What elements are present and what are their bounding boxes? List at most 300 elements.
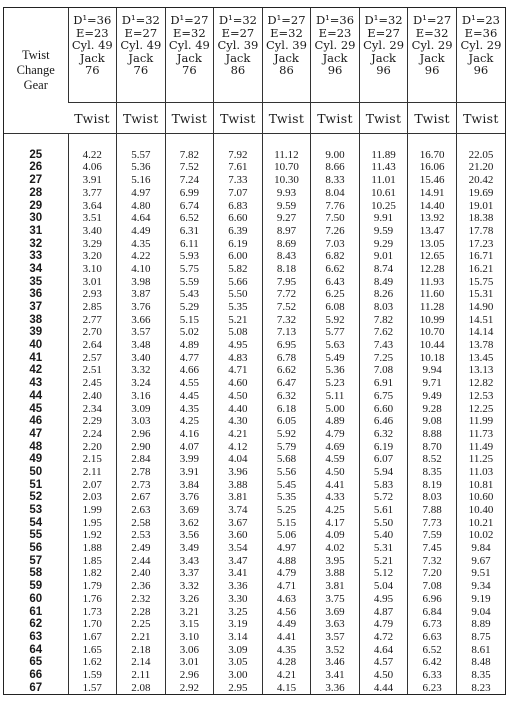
twist-value: 8.35 [456,669,505,682]
table-row [4,580,505,593]
twist-value: 11.89 [359,148,408,161]
twist-value: 13.45 [456,351,505,364]
twist-value: 5.45 [262,478,311,491]
twist-value: 6.00 [214,250,263,263]
header-jack-num: 76 [133,63,149,77]
header-jack-num: 96 [327,63,343,77]
twist-value: 6.60 [214,212,263,225]
twist-value: 5.77 [311,326,360,339]
twist-value: 11.01 [359,174,408,187]
twist-value: 8.70 [408,440,457,453]
twist-value: 1.92 [68,529,117,542]
twist-value: 5.36 [311,364,360,377]
table-row [4,453,505,466]
twist-value: 3.64 [68,199,117,212]
gear-number: 47 [29,427,43,440]
twist-value: 8.43 [262,250,311,263]
twist-value: 8.33 [311,174,360,187]
twist-value: 7.88 [408,504,457,517]
twist-value: 4.95 [359,593,408,606]
spacer-cell [165,134,214,149]
header-d: D¹=36 [73,13,112,27]
twist-value: 10.60 [456,491,505,504]
twist-value: 4.25 [165,415,214,428]
header-jack: Jack [322,50,348,65]
twist-value: 5.35 [214,301,263,314]
twist-value: 5.31 [359,542,408,555]
twist-value: 3.29 [68,237,117,250]
twist-value: 14.40 [408,199,457,212]
twist-value: 3.46 [311,656,360,669]
twist-value: 13.05 [408,237,457,250]
twist-value: 16.21 [456,263,505,276]
twist-value: 4.95 [214,339,263,352]
twist-value: 5.75 [165,263,214,276]
table-row [4,351,505,364]
twist-value: 2.77 [68,313,117,326]
twist-value: 1.99 [68,504,117,517]
twist-value: 1.73 [68,605,117,618]
table-row [4,681,505,694]
twist-value: 7.13 [262,326,311,339]
gear-number: 59 [29,580,43,593]
twist-value: 4.30 [214,415,263,428]
twist-value: 1.57 [68,681,117,694]
twist-value: 6.18 [262,402,311,415]
twist-value: 8.35 [408,466,457,479]
twist-value: 2.25 [117,618,166,631]
twist-value: 4.49 [262,618,311,631]
twist-value: 6.19 [359,440,408,453]
twist-value: 1.88 [68,542,117,555]
twist-value: 6.07 [359,453,408,466]
twist-value: 6.83 [214,199,263,212]
twist-value: 2.93 [68,288,117,301]
twist-value: 4.80 [117,199,166,212]
header-jack-num: 96 [376,63,391,77]
twist-value: 5.94 [359,466,408,479]
twist-value: 9.51 [456,567,505,580]
header-jack-num: 86 [279,63,294,77]
table-row [4,593,505,606]
twist-value: 6.84 [408,605,457,618]
twist-value: 4.79 [359,618,408,631]
subheader-twist: Twist [311,103,360,134]
header-e: E=23 [318,25,352,40]
twist-value: 2.32 [117,593,166,606]
twist-value: 7.32 [408,554,457,567]
twist-value: 5.59 [165,275,214,288]
column-header-2 [117,8,166,103]
twist-value: 5.12 [359,567,408,580]
twist-value: 13.13 [456,364,505,377]
twist-value: 21.20 [456,161,505,174]
twist-value: 3.88 [214,478,263,491]
twist-value: 5.61 [359,504,408,517]
twist-value: 6.32 [262,390,311,403]
twist-value: 3.63 [311,618,360,631]
twist-value: 2.28 [117,605,166,618]
twist-value: 10.44 [408,339,457,352]
table-row [4,339,505,352]
twist-value: 11.99 [456,415,505,428]
corner-line-2: Change [16,63,55,77]
table-row [4,542,505,555]
twist-value: 5.02 [165,326,214,339]
twist-value: 9.34 [456,580,505,593]
twist-value: 11.03 [456,466,505,479]
twist-value: 7.24 [165,174,214,187]
header-jack: Jack [468,50,494,65]
subheader-twist: Twist [408,103,457,134]
table-row [4,225,505,238]
twist-value: 7.52 [262,301,311,314]
twist-value: 4.57 [359,656,408,669]
twist-value: 3.88 [311,567,360,580]
table-row [4,516,505,529]
twist-value: 6.11 [165,237,214,250]
twist-value: 5.63 [311,339,360,352]
gear-number: 37 [29,301,43,314]
twist-value: 6.82 [311,250,360,263]
twist-value: 3.62 [165,516,214,529]
column-header-7 [359,8,408,103]
twist-value: 7.76 [311,199,360,212]
twist-value: 10.70 [408,326,457,339]
twist-value: 3.95 [311,554,360,567]
header-cyl: Cyl. 29 [460,38,502,52]
twist-value: 10.21 [456,516,505,529]
twist-value: 2.40 [68,390,117,403]
twist-value: 10.81 [456,478,505,491]
twist-value: 12.65 [408,250,457,263]
header-jack-num: 96 [473,63,489,77]
twist-value: 6.43 [311,275,360,288]
table-row [4,161,505,174]
twist-value: 7.08 [408,580,457,593]
twist-value: 6.05 [262,415,311,428]
gear-number: 28 [29,186,43,199]
twist-value: 8.52 [408,453,457,466]
twist-value: 3.49 [165,542,214,555]
twist-value: 5.25 [262,504,311,517]
twist-value: 4.64 [359,643,408,656]
gear-number: 26 [29,161,43,174]
twist-value: 22.05 [456,148,505,161]
twist-value: 9.28 [408,402,457,415]
twist-value: 9.59 [359,225,408,238]
twist-value: 10.30 [262,174,311,187]
twist-value: 4.10 [117,263,166,276]
twist-value: 11.60 [408,288,457,301]
twist-value: 5.23 [311,377,360,390]
twist-value: 17.23 [456,237,505,250]
twist-value: 9.27 [262,212,311,225]
twist-value: 1.79 [68,580,117,593]
twist-value: 3.24 [117,377,166,390]
twist-value: 8.69 [262,237,311,250]
twist-value: 4.63 [262,593,311,606]
spacer-cell [408,134,457,149]
subheader-twist: Twist [456,103,505,134]
twist-value: 18.38 [456,212,505,225]
twist-value: 9.49 [408,390,457,403]
twist-value: 4.69 [311,440,360,453]
twist-value: 4.60 [214,377,263,390]
spacer-cell [262,134,311,149]
table-row [4,174,505,187]
twist-value: 2.51 [68,364,117,377]
twist-value: 1.62 [68,656,117,669]
twist-value: 3.87 [117,288,166,301]
twist-value: 8.48 [456,656,505,669]
table-row [4,263,505,276]
column-header-8 [408,8,457,103]
twist-value: 3.01 [165,656,214,669]
twist-value: 9.01 [359,250,408,263]
twist-value: 8.03 [359,301,408,314]
header-e: E=32 [415,25,449,40]
twist-value: 8.23 [456,681,505,694]
twist-value: 6.08 [311,301,360,314]
table-row [4,288,505,301]
twist-value: 2.49 [117,542,166,555]
twist-value: 7.26 [311,225,360,238]
twist-value: 10.99 [408,313,457,326]
gear-number: 61 [29,605,43,618]
twist-value: 9.67 [456,554,505,567]
twist-value: 8.61 [456,643,505,656]
twist-value: 3.25 [214,605,263,618]
twist-value: 15.46 [408,174,457,187]
column-header-6 [311,8,360,103]
twist-value: 4.77 [165,351,214,364]
twist-value: 5.36 [117,161,166,174]
twist-value: 4.22 [117,250,166,263]
twist-value: 8.19 [408,478,457,491]
gear-number: 64 [29,643,43,656]
twist-value: 14.14 [456,326,505,339]
gear-number: 40 [29,339,43,352]
gear-number: 66 [29,668,43,681]
twist-value: 3.00 [214,669,263,682]
twist-value: 1.76 [68,593,117,606]
twist-value: 2.70 [68,326,117,339]
twist-value: 2.29 [68,415,117,428]
twist-value: 4.35 [165,402,214,415]
table-row [4,415,505,428]
twist-value: 7.03 [311,237,360,250]
twist-value: 4.02 [311,542,360,555]
twist-value: 8.75 [456,631,505,644]
twist-value: 6.73 [408,618,457,631]
twist-value: 5.68 [262,453,311,466]
twist-value: 4.71 [214,364,263,377]
twist-value: 11.49 [456,440,505,453]
twist-value: 10.18 [408,351,457,364]
twist-value: 5.15 [165,313,214,326]
twist-value: 11.73 [456,428,505,441]
twist-value: 4.15 [262,681,311,694]
twist-value: 5.06 [262,529,311,542]
gear-number: 25 [29,148,43,161]
header-jack: Jack [274,50,299,65]
gear-number: 56 [29,542,43,555]
twist-value: 11.12 [262,148,311,161]
twist-value: 8.74 [359,263,408,276]
subheader-twist: Twist [117,103,166,134]
header-jack-num: 86 [230,63,246,77]
subheader-row [4,103,505,134]
gear-number: 29 [29,199,43,212]
twist-value: 1.82 [68,567,117,580]
twist-value: 6.46 [359,415,408,428]
twist-value: 5.29 [165,301,214,314]
twist-value: 7.07 [214,187,263,200]
twist-value: 3.26 [165,593,214,606]
twist-value: 3.32 [165,580,214,593]
header-d: D¹=27 [413,13,452,27]
twist-value: 3.10 [165,631,214,644]
twist-value: 3.84 [165,478,214,491]
twist-value: 3.98 [117,275,166,288]
table-row [4,364,505,377]
twist-value: 4.41 [262,631,311,644]
spacer-row [4,134,505,149]
twist-value: 8.18 [262,263,311,276]
twist-value: 3.56 [165,529,214,542]
twist-value: 14.90 [456,301,505,314]
twist-value: 6.96 [408,593,457,606]
twist-value: 2.11 [68,466,117,479]
twist-value: 4.35 [117,237,166,250]
twist-value: 2.90 [117,440,166,453]
twist-value: 1.85 [68,554,117,567]
twist-value: 3.40 [117,351,166,364]
twist-value: 8.03 [408,491,457,504]
twist-value: 15.75 [456,275,505,288]
twist-value: 5.82 [214,263,263,276]
twist-value: 4.88 [262,554,311,567]
column-header-4 [214,8,263,103]
header-e: E=27 [367,25,400,40]
table-row [4,237,505,250]
twist-value: 3.09 [117,402,166,415]
twist-value: 2.15 [68,453,117,466]
twist-value: 3.14 [214,631,263,644]
twist-value: 4.12 [214,440,263,453]
column-header-3 [165,8,214,103]
header-d: D¹=32 [121,13,160,27]
twist-value: 7.82 [165,148,214,161]
twist-value: 11.93 [408,275,457,288]
table-row [4,428,505,441]
twist-value: 5.50 [214,288,263,301]
twist-value: 7.52 [165,161,214,174]
column-header-5 [262,8,311,103]
twist-value: 9.91 [359,212,408,225]
gear-number: 39 [29,326,43,339]
twist-value: 2.08 [117,681,166,694]
header-e: E=32 [173,25,206,40]
twist-value: 3.48 [117,339,166,352]
gear-number: 45 [29,402,43,415]
header-d: D¹=23 [461,13,500,27]
twist-value: 5.57 [117,148,166,161]
twist-value: 7.45 [408,542,457,555]
twist-value: 3.96 [214,466,263,479]
twist-value: 12.25 [456,402,505,415]
twist-value: 11.25 [456,453,505,466]
twist-value: 1.65 [68,643,117,656]
twist-value: 4.33 [311,491,360,504]
twist-value: 3.52 [311,643,360,656]
twist-value: 10.61 [359,187,408,200]
twist-value: 4.56 [262,605,311,618]
header-jack: Jack [419,50,445,65]
twist-value: 2.64 [68,339,117,352]
twist-value: 9.19 [456,593,505,606]
header-e: E=27 [221,25,255,40]
twist-value: 6.74 [165,199,214,212]
twist-value: 3.81 [214,491,263,504]
twist-value: 11.28 [408,301,457,314]
twist-value: 3.37 [165,567,214,580]
twist-value: 4.07 [165,440,214,453]
header-jack-num: 96 [424,63,440,77]
spacer-cell [68,134,117,149]
gear-number: 54 [29,516,43,529]
twist-value: 3.15 [165,618,214,631]
twist-value: 3.76 [117,301,166,314]
twist-value: 4.45 [165,390,214,403]
table-row [4,275,505,288]
table-row [4,466,505,479]
header-jack-num: 76 [84,63,100,77]
twist-value: 3.69 [311,605,360,618]
header-d: D¹=27 [267,13,306,27]
twist-value: 7.20 [408,567,457,580]
twist-value: 4.87 [359,605,408,618]
twist-value: 2.14 [117,656,166,669]
twist-value: 4.21 [214,428,263,441]
subheader-twist: Twist [214,103,263,134]
twist-value: 2.45 [68,377,117,390]
twist-value: 4.89 [165,339,214,352]
twist-value: 13.92 [408,212,457,225]
table-row [4,250,505,263]
twist-value: 3.81 [311,580,360,593]
gear-number: 32 [29,237,43,250]
gear-number: 30 [29,212,43,225]
twist-value: 2.11 [117,669,166,682]
gear-number: 35 [29,275,43,288]
twist-value: 2.34 [68,402,117,415]
twist-value: 6.78 [262,351,311,364]
table-row [4,440,505,453]
twist-value: 8.66 [311,161,360,174]
twist-value: 6.23 [408,681,457,694]
table-body [4,134,505,695]
twist-value: 4.50 [311,466,360,479]
table-row [4,529,505,542]
twist-value: 4.09 [311,529,360,542]
twist-value: 12.53 [456,390,505,403]
gear-number: 55 [29,529,43,542]
twist-value: 3.41 [311,669,360,682]
twist-value: 2.21 [117,631,166,644]
twist-value: 4.49 [117,225,166,238]
